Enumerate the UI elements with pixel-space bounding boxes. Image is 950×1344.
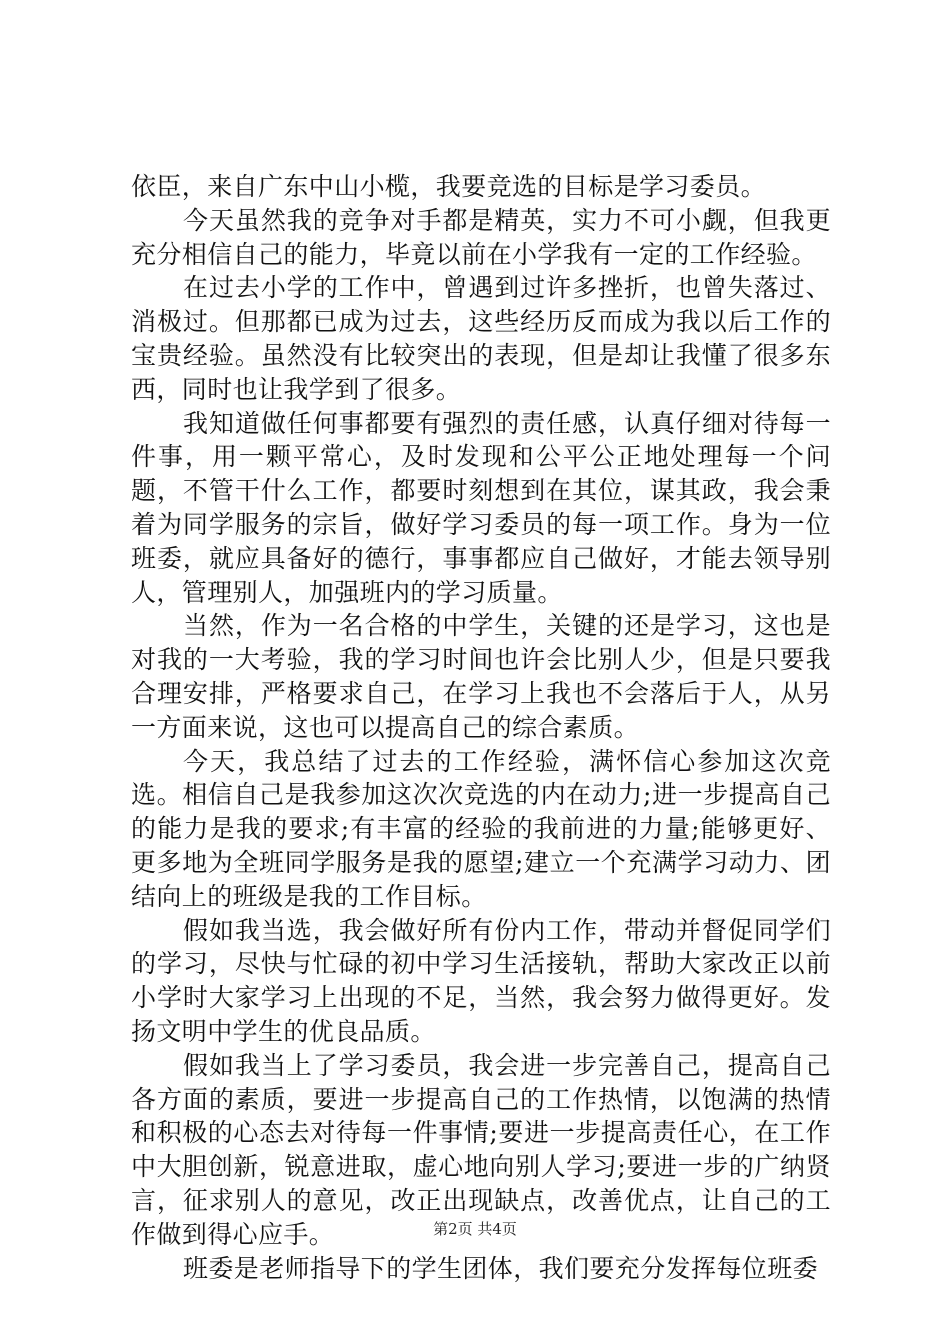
paragraph: 假如我当上了学习委员，我会进一步完善自己，提高自己各方面的素质，要进一步提高自己的工作热情，以饱满的热情和积极的心态去对待每一件事情;要进一步提高责任心，在工作中大胆创新，锐意进取，虚心地向别人学习;要进一步的广纳贤言，征求别人的意见，改正出现缺点，改善优点，让自己的工作做到得心应手。 [131, 1050, 831, 1249]
paragraph: 我知道做任何事都要有强烈的责任感，认真仔细对待每一件事，用一颗平常心，及时发现和公平公正地处理每一个问题，不管干什么工作，都要时刻想到在其位，谋其政，我会秉着为同学服务的宗旨，做好学习委员的每一项工作。身为一位班委，就应具备好的德行，事事都应自己做好，才能去领导别人，管理别人，加强班内的学习质量。 [131, 408, 831, 607]
paragraph: 假如我当选，我会做好所有份内工作，带动并督促同学们的学习，尽快与忙碌的初中学习生活接轨，帮助大家改正以前小学时大家学习上出现的不足，当然，我会努力做得更好。发扬文明中学生的优良品质。 [131, 915, 831, 1046]
page-number-footer: 第2页 共4页 [433, 1220, 517, 1238]
paragraph: 班委是老师指导下的学生团体，我们要充分发挥每位班委 [183, 1253, 819, 1283]
paragraph: 今天，我总结了过去的工作经验，满怀信心参加这次竞选。相信自己是我参加这次次竞选的内在动力;进一步提高自己的能力是我的要求;有丰富的经验的我前进的力量;能够更好、更多地为全班同学服务是我的愿望;建立一个充满学习动力、团结向上的班级是我的工作目标。 [131, 746, 831, 911]
document-body [131, 170, 831, 1285]
paragraph: 依臣，来自广东中山小榄，我要竞选的目标是学习委员。 [131, 172, 767, 201]
paragraph: 当然，作为一名合格的中学生，关键的还是学习，这也是对我的一大考验，我的学习时间也许会比别人少，但是只要我合理安排，严格要求自己，在学习上我也不会落后于人，从另一方面来说，这也可以提高自己的综合素质。 [131, 611, 831, 742]
paragraph: 今天虽然我的竞争对手都是精英，实力不可小觑，但我更充分相信自己的能力，毕竟以前在小学我有一定的工作经验。 [131, 205, 831, 269]
paragraph: 在过去小学的工作中，曾遇到过许多挫折，也曾失落过、消极过。但那都已成为过去，这些经历反而成为我以后工作的宝贵经验。虽然没有比较突出的表现，但是却让我懂了很多东西，同时也让我学到了很多。 [131, 273, 831, 404]
